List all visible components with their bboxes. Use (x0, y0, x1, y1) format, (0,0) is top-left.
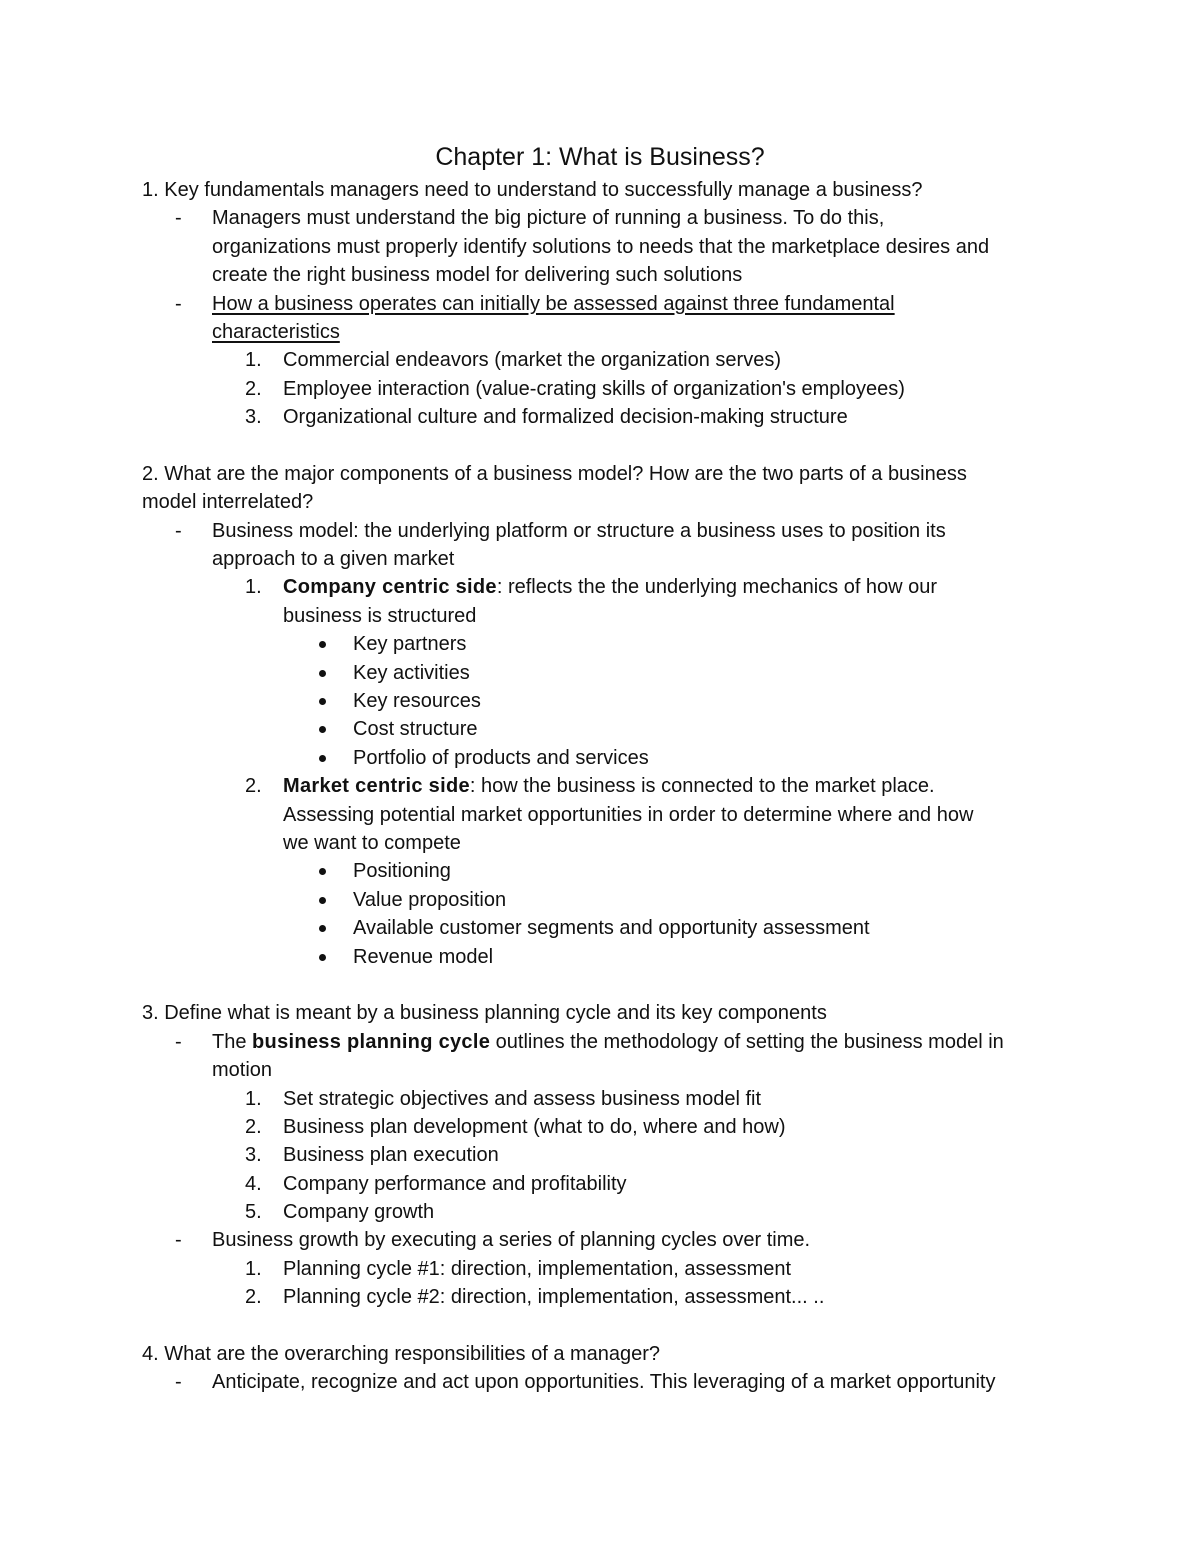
q1-bullet-1-cont: create the right business model for delivering such solutions (212, 264, 743, 287)
market-item (142, 914, 1082, 942)
dash-marker: - (175, 292, 182, 315)
number-marker: 1. (245, 1087, 262, 1110)
company-item (142, 687, 1082, 715)
number-marker: 5. (245, 1201, 262, 1224)
q3-cycle-1 (142, 1255, 1082, 1283)
q1-item-text: Commercial endeavors (market the organization serves) (283, 349, 781, 372)
q2-bullet-1-text: Business model: the underlying platform or structure a business uses to position its (212, 519, 946, 542)
company-item-text: Cost structure (353, 718, 478, 741)
number-marker: 1. (245, 349, 262, 372)
bullet-dot-icon (319, 726, 326, 733)
q1-bullet-2 (142, 290, 1082, 318)
market-item-text: Revenue model (353, 945, 494, 968)
number-marker: 3. (245, 1144, 262, 1167)
bullet-dot-icon (319, 641, 326, 648)
q2-market-side-cont: we want to compete (283, 831, 461, 854)
q3-bullet-1 (142, 1028, 1082, 1056)
bullet-dot-icon (319, 897, 326, 904)
q1-item-text: Organizational culture and formalized decision-making structure (283, 406, 848, 429)
number-marker: 1. (245, 576, 262, 599)
company-centric-text: : reflects the the underlying mechanics of how our (496, 576, 938, 599)
q1-item-3 (142, 403, 1082, 431)
q3-bullet-1-text: outlines the methodology of setting the business model in (490, 1030, 1004, 1053)
bullet-dot-icon (319, 954, 326, 961)
q2-market-side (142, 772, 1082, 800)
question-2-cont: model interrelated? (142, 491, 314, 514)
company-item (142, 630, 1082, 658)
q1-bullet-2-text: How a business operates can initially be assessed against three fundamental (212, 292, 895, 315)
number-marker: 2. (245, 377, 262, 400)
market-item (142, 886, 1082, 914)
dash-marker: - (175, 1371, 182, 1394)
number-marker: 4. (245, 1172, 262, 1195)
market-item-text: Available customer segments and opportunity assessment (353, 917, 870, 940)
number-marker: 1. (245, 1257, 262, 1280)
document-body (142, 176, 1082, 1397)
q3-step-2 (142, 1113, 1082, 1141)
q3-bullet-1-pre: The (212, 1030, 253, 1053)
company-centric-term: Company centric side (283, 576, 497, 599)
company-item-text: Key activities (353, 661, 470, 684)
dash-marker: - (175, 207, 182, 230)
company-item (142, 659, 1082, 687)
company-item-text: Key resources (353, 690, 481, 713)
bullet-dot-icon (319, 698, 326, 705)
q3-cycle-text: Planning cycle #2: direction, implementation, assessment... .. (283, 1286, 825, 1309)
q1-bullet-2-cont (142, 318, 1082, 346)
q2-company-side (142, 573, 1082, 601)
q2-bullet-1 (142, 517, 1082, 545)
company-item-text: Key partners (353, 633, 467, 656)
q1-item-text: Employee interaction (value-crating skills of organization's employees) (283, 377, 905, 400)
number-marker: 2. (245, 1115, 262, 1138)
q3-step-5 (142, 1198, 1082, 1226)
q2-market-side-cont: Assessing potential market opportunities in order to determine where and how (283, 803, 974, 826)
bullet-dot-icon (319, 670, 326, 677)
q3-step-text: Company performance and profitability (283, 1172, 627, 1195)
q1-item-2 (142, 375, 1082, 403)
market-centric-text: : how the business is connected to the market place. (469, 775, 935, 798)
q3-step-1 (142, 1085, 1082, 1113)
q1-bullet-1-text: Managers must understand the big picture of running a business. To do this, (212, 207, 885, 230)
page-title: Chapter 1: What is Business? (435, 143, 765, 171)
market-item-text: Positioning (353, 860, 451, 883)
q3-step-text: Company growth (283, 1201, 435, 1224)
number-marker: 3. (245, 406, 262, 429)
q3-step-text: Set strategic objectives and assess business model fit (283, 1087, 762, 1110)
planning-cycle-term: business planning cycle (252, 1030, 491, 1053)
bullet-dot-icon (319, 755, 326, 762)
q3-bullet-2-text: Business growth by executing a series of planning cycles over time. (212, 1229, 811, 1252)
dash-marker: - (175, 1229, 182, 1252)
number-marker: 2. (245, 775, 262, 798)
spacer (142, 1312, 1082, 1340)
dash-marker: - (175, 519, 182, 542)
q3-step-4 (142, 1170, 1082, 1198)
q3-bullet-1-cont: motion (212, 1059, 273, 1082)
q2-bullet-1-cont: approach to a given market (212, 548, 455, 571)
q3-step-text: Business plan development (what to do, where and how) (283, 1115, 786, 1138)
q4-bullet-1 (142, 1368, 1082, 1396)
spacer (142, 432, 1082, 460)
question-2: 2. What are the major components of a business model? How are the two parts of a business (142, 462, 967, 485)
spacer (142, 971, 1082, 999)
company-item (142, 744, 1082, 772)
question-3: 3. Define what is meant by a business planning cycle and its key components (142, 1002, 827, 1025)
number-marker: 2. (245, 1286, 262, 1309)
company-item-text: Portfolio of products and services (353, 746, 649, 769)
bullet-dot-icon (319, 925, 326, 932)
q1-bullet-1-cont: organizations must properly identify solutions to needs that the marketplace desires and (212, 235, 990, 258)
q1-bullet-1 (142, 204, 1082, 232)
question-1: 1. Key fundamentals managers need to understand to successfully manage a business? (142, 179, 923, 201)
company-item (142, 715, 1082, 743)
q3-cycle-2 (142, 1283, 1082, 1311)
bullet-dot-icon (319, 868, 326, 875)
question-4: 4. What are the overarching responsibilities of a manager? (142, 1343, 661, 1366)
market-item (142, 943, 1082, 971)
q1-bullet-2-cont-text: characteristics (212, 320, 340, 343)
dash-marker: - (175, 1030, 182, 1053)
q4-bullet-1-text: Anticipate, recognize and act upon opportunities. This leveraging of a market opportunity (212, 1371, 996, 1394)
q3-cycle-text: Planning cycle #1: direction, implementation, assessment (283, 1257, 792, 1280)
market-item-text: Value proposition (353, 888, 507, 911)
q3-step-3 (142, 1141, 1082, 1169)
q3-bullet-2 (142, 1226, 1082, 1254)
q1-item-1 (142, 346, 1082, 374)
q3-step-text: Business plan execution (283, 1144, 499, 1167)
market-centric-term: Market centric side (283, 775, 470, 798)
q2-company-side-cont: business is structured (283, 604, 477, 627)
market-item (142, 857, 1082, 885)
